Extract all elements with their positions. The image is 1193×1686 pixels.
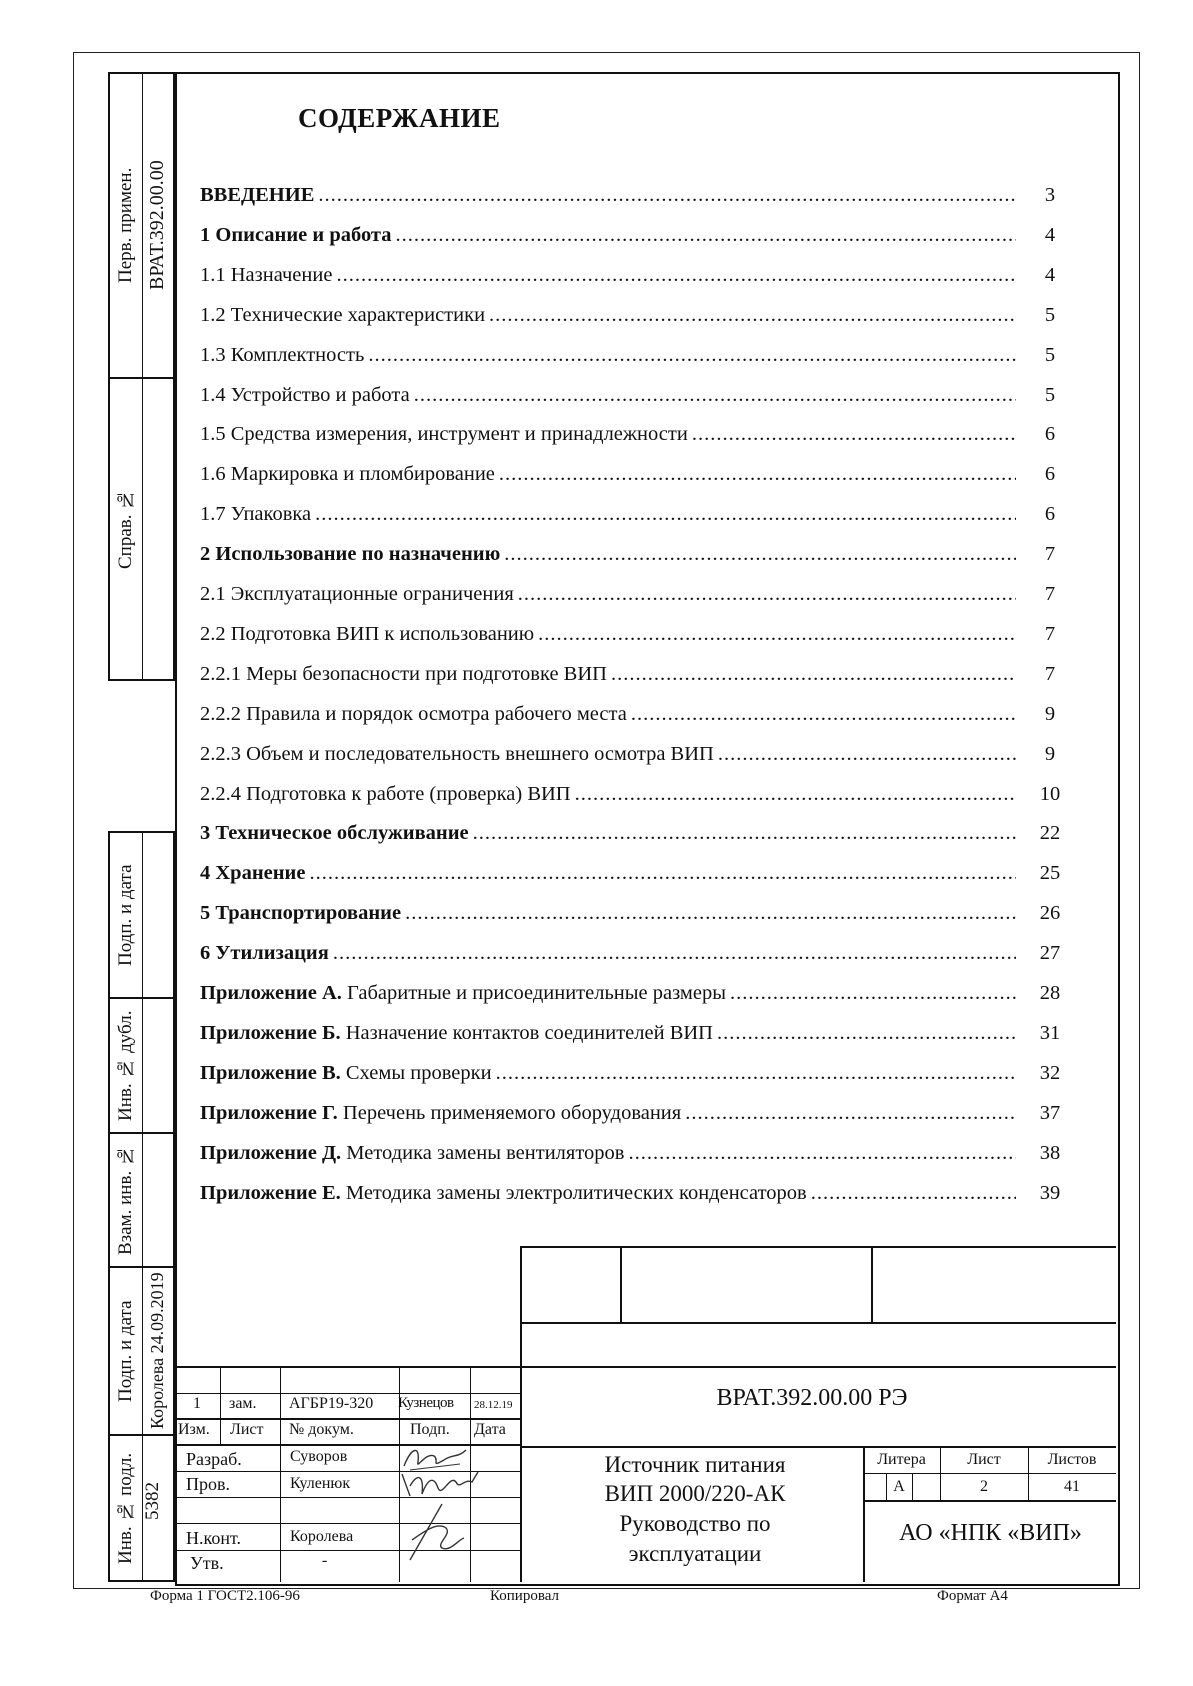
toc-entry [200, 703, 1080, 735]
toc-entry-bold: Приложение Г. [200, 1101, 338, 1124]
toc-entry-text: 2.2.1 Меры безопасности при подготовке ВИП [200, 662, 607, 685]
toc-entry-text: Назначение контактов соединителей ВИП [340, 1021, 713, 1044]
toc-entry-title [200, 783, 571, 806]
stamp-divider [175, 1393, 520, 1394]
toc-entry [200, 463, 1080, 495]
toc-entry-title [200, 942, 329, 965]
toc-entry-title [200, 304, 485, 327]
inv-podl-label: Инв. № подл. [115, 1452, 136, 1564]
header-data: Дата [474, 1421, 506, 1438]
toc-leader-dots [318, 184, 1016, 207]
toc-leader-dots [575, 783, 1016, 806]
toc-entry-text: 2.1 Эксплуатационные ограничения [200, 583, 514, 605]
toc-page-number: 5 [1044, 343, 1056, 366]
toc-entry-title [200, 463, 495, 486]
product-line-2: ВИП 2000/220-АК [604, 1481, 786, 1506]
header-dokum: № докум. [289, 1421, 354, 1438]
stamp-divider [871, 1246, 873, 1322]
toc-leader-dots [692, 423, 1016, 446]
toc-entry [200, 304, 1080, 336]
toc-leader-dots [611, 663, 1016, 686]
toc-entry-title [200, 264, 332, 287]
litera-value: А [893, 1478, 905, 1495]
stamp-divider [175, 1418, 520, 1420]
prov-name: Куленюк [290, 1475, 351, 1492]
toc-entry [200, 942, 1080, 974]
toc-page-number: 7 [1044, 662, 1056, 685]
razrab-label: Разраб. [186, 1449, 242, 1469]
toc-entry-title [200, 224, 392, 247]
side-podp-data [108, 831, 175, 999]
change-sign: Кузнецов [398, 1395, 454, 1411]
toc-entry-text: Методика замены вентиляторов [341, 1141, 625, 1164]
toc-page-number: 10 [1039, 782, 1061, 805]
stamp-divider [280, 1366, 281, 1582]
toc-entry-title [200, 982, 726, 1005]
header-list: Лист [230, 1421, 264, 1438]
toc-leader-dots [811, 1182, 1016, 1205]
toc-entry-text: Схемы проверки [340, 1061, 492, 1084]
toc-page-number: 32 [1039, 1061, 1061, 1084]
toc-leader-dots [333, 942, 1016, 965]
stamp-divider [912, 1473, 913, 1500]
side-perv-primen [108, 72, 175, 379]
toc-entry-text: 1.7 Упаковка [200, 503, 312, 526]
page-title: СОДЕРЖАНИЕ [298, 103, 501, 133]
company-name: АО «НПК «ВИП» [899, 1520, 1082, 1546]
toc-entry-title [200, 1182, 807, 1205]
toc-entry [200, 862, 1080, 894]
toc-entry-title [200, 423, 688, 446]
toc-entry [200, 1022, 1080, 1054]
toc-page-number: 6 [1044, 503, 1056, 526]
prov-label: Пров. [186, 1474, 230, 1494]
toc-leader-dots [730, 982, 1016, 1005]
product-line-4: эксплуатации [628, 1541, 762, 1566]
toc-entry-bold: 2 Использование по назначению [200, 543, 501, 566]
toc-entry-title [200, 663, 607, 686]
toc-page-number: 7 [1044, 543, 1056, 566]
toc-entry [200, 423, 1080, 455]
footer-forma: Форма 1 ГОСТ2.106-96 [150, 1588, 300, 1604]
toc-leader-dots [538, 623, 1016, 646]
toc-page-number: 7 [1044, 622, 1056, 645]
toc-entry-text: Методика замены электролитических конденсаторов [340, 1181, 807, 1204]
toc-entry-bold: 1 Описание и работа [200, 223, 392, 246]
toc-entry-title [200, 503, 311, 526]
signature-nkont [402, 1500, 468, 1564]
toc-leader-dots [405, 902, 1016, 925]
change-date: 28.12.19 [474, 1399, 513, 1411]
toc-entry [200, 224, 1080, 256]
toc-entry-bold: Приложение Б. [200, 1021, 341, 1044]
toc-leader-dots [718, 743, 1016, 766]
toc-entry-title [200, 743, 714, 766]
toc-leader-dots [504, 543, 1016, 566]
toc-entry-text: 1.2 Технические характеристики [200, 303, 486, 326]
toc-entry-text: Габаритные и присоединительные размеры [341, 982, 727, 1004]
perv-primen-value: ВРАТ.392.00.00 [146, 160, 168, 291]
vzam-inv-label: Взам. инв. № [115, 1145, 136, 1255]
toc-leader-dots [518, 583, 1016, 606]
listov-label: Листов [1047, 1451, 1097, 1468]
toc-entry-bold: Приложение А. [200, 982, 342, 1004]
toc-entry [200, 1182, 1080, 1214]
toc-entry-title [200, 1142, 624, 1165]
document-designation: ВРАТ.392.00.00 РЭ [716, 1385, 908, 1411]
toc-leader-dots [496, 1062, 1016, 1085]
side-inv-podl [108, 1436, 175, 1582]
change-num: 1 [193, 1395, 201, 1412]
toc-leader-dots [489, 304, 1016, 327]
toc-entry-bold: 3 Техническое обслуживание [200, 822, 469, 845]
toc-entry-title [200, 862, 305, 885]
stamp-divider [620, 1246, 622, 1322]
toc-leader-dots [315, 503, 1016, 526]
toc-entry [200, 982, 1080, 1014]
toc-entry-text: 1.1 Назначение [200, 263, 333, 286]
stamp-divider [863, 1473, 1116, 1474]
toc-page-number: 6 [1044, 463, 1056, 486]
toc-entry [200, 184, 1080, 216]
toc-entry-text: 1.4 Устройство и работа [200, 383, 410, 406]
toc-page-number: 4 [1044, 223, 1056, 246]
toc-entry-text: Перечень применяемого оборудования [337, 1101, 682, 1124]
podp-data-label: Подп. и дата [115, 864, 136, 966]
list-value: 2 [980, 1478, 988, 1495]
toc-entry [200, 384, 1080, 416]
toc-entry-title [200, 344, 364, 367]
change-zam: зам. [229, 1395, 257, 1412]
toc-leader-dots [473, 822, 1016, 845]
stamp-divider [175, 1550, 520, 1551]
toc-entry-text: 2.2.3 Объем и последовательность внешнего осмотра ВИП [200, 742, 714, 765]
product-line-3: Руководство по [619, 1511, 771, 1536]
toc-page-number: 9 [1044, 702, 1056, 725]
toc-leader-dots [717, 1022, 1016, 1045]
toc-page-number: 5 [1044, 383, 1056, 406]
toc-page-number: 22 [1039, 822, 1061, 845]
product-line-1: Источник питания [604, 1452, 786, 1477]
inv-podl-value: 5382 [142, 1482, 163, 1520]
toc-page-number: 4 [1044, 263, 1056, 286]
podp-data2-label: Подп. и дата [115, 1300, 136, 1402]
toc-entry-title [200, 543, 500, 566]
listov-value: 41 [1064, 1478, 1080, 1495]
list-label: Лист [967, 1451, 1001, 1468]
toc-page-number: 5 [1044, 303, 1056, 326]
toc-page-number: 38 [1039, 1141, 1061, 1164]
signature-prov [398, 1468, 482, 1502]
toc-page-number: 27 [1039, 942, 1061, 965]
toc-entry-title [200, 384, 410, 407]
toc-entry-title [200, 1062, 492, 1085]
toc-page-number: 37 [1039, 1101, 1061, 1124]
stamp-divider [520, 1322, 1116, 1324]
stamp-left-line [520, 1246, 522, 1582]
stamp-divider [520, 1446, 1116, 1448]
toc-entry-text: 2.2.4 Подготовка к работе (проверка) ВИП [200, 782, 571, 805]
side-sprav [108, 379, 175, 681]
toc-entry-title [200, 1022, 713, 1045]
toc-entry [200, 1062, 1080, 1094]
header-podp: Подп. [410, 1421, 450, 1438]
toc-page-number: 9 [1044, 742, 1056, 765]
toc-entry-bold: Приложение Д. [200, 1141, 342, 1164]
toc-leader-dots [499, 463, 1016, 486]
litera-label: Литера [877, 1451, 926, 1468]
toc-entry-bold: Приложение В. [200, 1061, 341, 1084]
inv-dubl-label: Инв. № дубл. [115, 1010, 136, 1121]
toc-entry [200, 663, 1080, 695]
stamp-divider [175, 1366, 1116, 1368]
toc-entry [200, 344, 1080, 376]
toc-entry [200, 822, 1080, 854]
toc-leader-dots [336, 264, 1016, 287]
toc-leader-dots [368, 344, 1016, 367]
toc-entry-text: 1.5 Средства измерения, инструмент и принадлежности [200, 423, 688, 446]
stamp-divider [220, 1366, 221, 1446]
toc-leader-dots [414, 384, 1016, 407]
toc-entry-bold: 4 Хранение [200, 862, 306, 885]
side-podp-data-2 [108, 1268, 175, 1436]
footer-format: Формат А4 [937, 1588, 1008, 1604]
toc-entry-title [200, 822, 469, 845]
toc-entry-bold: 5 Транспортирование [200, 902, 402, 925]
toc-leader-dots [309, 862, 1016, 885]
perv-primen-label: Перв. примен. [115, 167, 136, 284]
toc-entry-title [200, 703, 627, 726]
toc-entry [200, 583, 1080, 615]
toc-entry-title [200, 902, 401, 925]
toc-entry [200, 783, 1080, 815]
toc-page-number: 7 [1044, 583, 1056, 605]
toc-entry-text: 1.3 Комплектность [200, 343, 365, 366]
toc-entry [200, 743, 1080, 775]
toc-page-number: 28 [1039, 982, 1061, 1004]
header-izm: Изм. [178, 1421, 210, 1438]
stamp-divider [863, 1500, 1116, 1502]
toc-entry-text: 2.2.2 Правила и порядок осмотра рабочего места [200, 702, 627, 725]
toc-leader-dots [631, 703, 1016, 726]
toc-page-number: 26 [1039, 902, 1061, 925]
toc-page-number: 6 [1044, 423, 1056, 446]
toc-page-number: 31 [1039, 1021, 1061, 1044]
toc-entry [200, 543, 1080, 575]
nkont-name: Королева [290, 1528, 354, 1545]
toc-entry-title [200, 1102, 681, 1125]
utv-label: Утв. [190, 1553, 224, 1573]
toc-entry-text: 1.6 Маркировка и пломбирование [200, 463, 495, 486]
toc-leader-dots [396, 224, 1016, 247]
toc-entry-bold: Приложение Е. [200, 1181, 341, 1204]
side-vzam-inv [108, 1134, 175, 1268]
utv-name: - [322, 1552, 328, 1569]
toc-leader-dots [628, 1142, 1016, 1165]
razrab-name: Суворов [290, 1448, 348, 1465]
change-doc: АГБР19-320 [289, 1395, 374, 1412]
nkont-label: Н.конт. [186, 1528, 241, 1548]
toc-entry [200, 1142, 1080, 1174]
toc-entry [200, 264, 1080, 296]
toc-page-number: 39 [1039, 1181, 1061, 1204]
toc-entry-text: 2.2 Подготовка ВИП к использованию [200, 622, 535, 645]
toc-entry-title [200, 623, 534, 646]
toc-entry-title [200, 184, 314, 207]
toc-entry-title [200, 583, 514, 606]
toc-entry [200, 902, 1080, 934]
footer-copied: Копировал [490, 1588, 559, 1604]
stamp-top-line [520, 1246, 1116, 1248]
toc-page-number: 25 [1039, 862, 1061, 885]
toc-entry-bold: ВВЕДЕНИЕ [200, 184, 315, 206]
podp-data2-value: Королева 24.09.2019 [147, 1272, 167, 1430]
toc-entry [200, 503, 1080, 535]
toc-entry [200, 623, 1080, 655]
stamp-divider [175, 1523, 520, 1524]
toc-entry-bold: 6 Утилизация [200, 942, 329, 965]
toc-leader-dots [685, 1102, 1016, 1125]
side-inv-dubl [108, 999, 175, 1134]
toc-entry [200, 1102, 1080, 1134]
sprav-label: Справ. № [115, 488, 136, 570]
toc-page-number: 3 [1044, 184, 1056, 206]
